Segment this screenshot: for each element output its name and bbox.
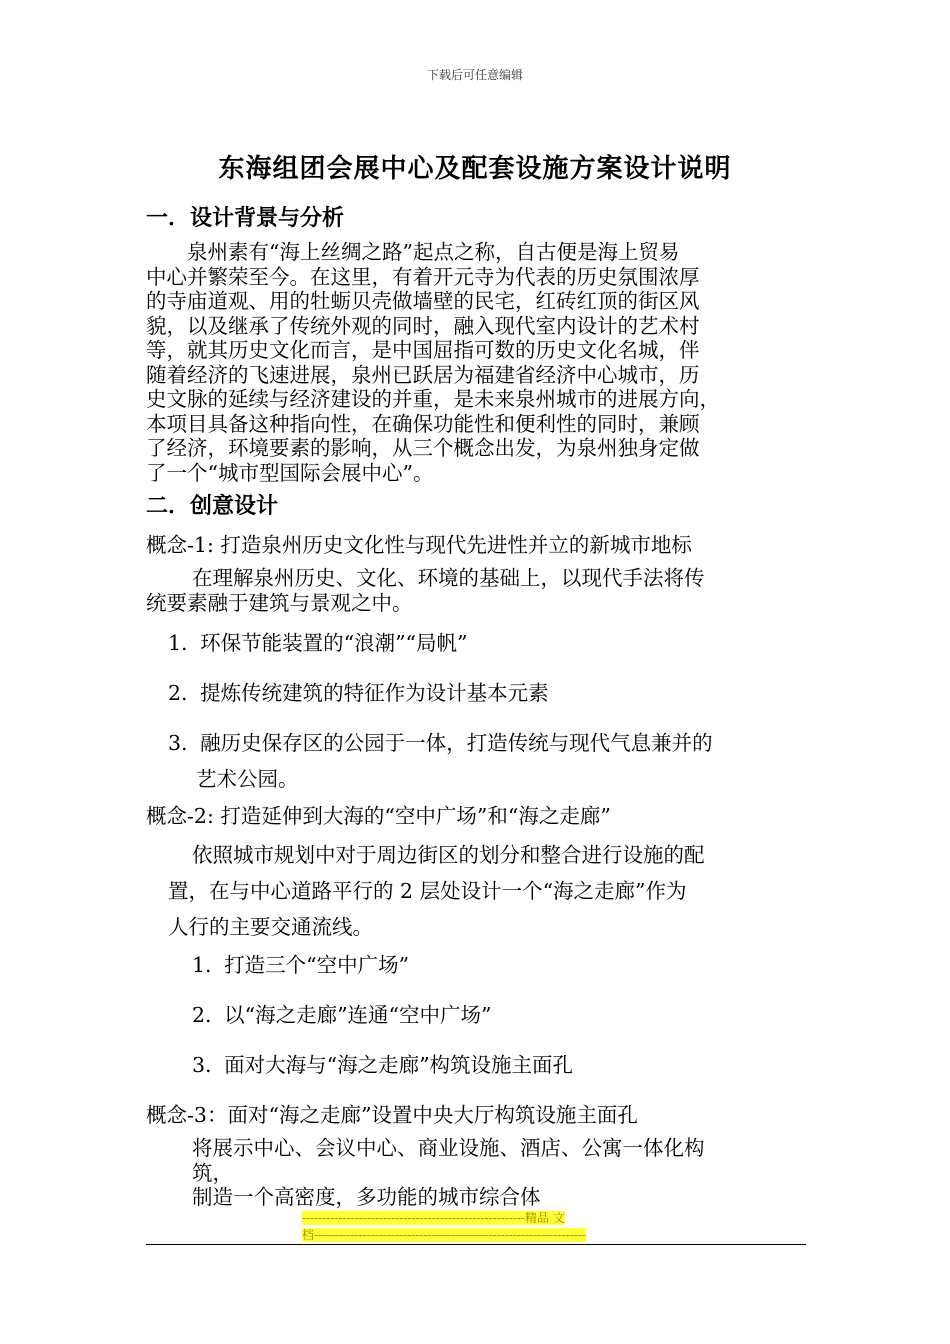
item-text: 环保节能装置的“浪潮”“局帆” [200, 631, 468, 655]
concept-1-intro [146, 566, 807, 615]
paragraph-line: 本项目具备这种指向性，在确保功能性和便利性的同时，兼顾 [146, 411, 700, 436]
header-note: 下载后可任意编辑 [426, 68, 523, 82]
item-number: 2. [168, 681, 188, 705]
body-line: 将展示中心、会议中心、商业设施、酒店、公寓一体化构 [192, 1136, 705, 1160]
body-line: 制造一个高密度，多功能的城市综合体 [192, 1185, 541, 1209]
item-text: 融历史保存区的公园于一体，打造传统与现代气息兼并的 [200, 731, 713, 755]
footer-highlight [302, 1210, 648, 1244]
item-number: 1. [192, 953, 212, 977]
paragraph-line: 中心并繁荣至今。在这里，有着开元寺为代表的历史氛围浓厚 [146, 264, 700, 289]
concept-2-intro-line: 依照城市规划中对于周边街区的划分和整合进行设施的配 [192, 843, 705, 867]
concept-2-item-1 [192, 948, 409, 978]
paragraph-line: 泉州素有“海上丝绸之路”起点之称，自古便是海上贸易 [146, 240, 680, 264]
concept-2-item-2 [192, 998, 492, 1028]
paragraph-line: 貌，以及继承了传统外观的同时，融入现代室内设计的艺术村 [146, 313, 700, 338]
concept-3-title: 概念-3：面对“海之走廊”设置中央大厅构筑设施主面孔 [146, 1103, 638, 1127]
item-number: 2. [192, 1003, 212, 1027]
paragraph-line: 的寺庙道观、用的牡蛎贝壳做墙壁的民宅，红砖红顶的街区风 [146, 289, 700, 313]
item-text: 提炼传统建筑的特征作为设计基本元素 [200, 681, 549, 705]
section-1-paragraph [146, 240, 811, 485]
concept-2-intro-line: 人行的主要交通流线。 [168, 915, 373, 939]
footer-line-1: -------------------------------------------------------精品 文 [302, 1211, 565, 1225]
item-text: 打造三个“空中广场” [224, 953, 410, 977]
item-text: 以“海之走廊”连通“空中广场” [224, 1003, 492, 1027]
concept-2-item-3 [192, 1048, 573, 1078]
section-2-heading: 二．创意设计 [146, 493, 279, 519]
section-1-heading: 一．设计背景与分析 [146, 205, 345, 231]
item-text: 面对大海与“海之走廊”构筑设施主面孔 [224, 1053, 574, 1077]
document-title: 东海组团会展中心及配套设施方案设计说明 [218, 154, 732, 184]
item-number: 1. [168, 631, 188, 655]
concept-3-body [192, 1136, 807, 1210]
item-number: 3. [168, 731, 188, 755]
concept-1-item-1 [168, 626, 468, 656]
intro-line: 在理解泉州历史、文化、环境的基础上，以现代手法将传 [192, 566, 705, 590]
concept-1-item-2 [168, 676, 549, 706]
paragraph-line: 等，就其历史文化而言，是中国屈指可数的历史文化名城，伴 [146, 338, 700, 362]
concept-2-title: 概念-2: 打造延伸到大海的“空中广场”和“海之走廊” [146, 804, 611, 828]
footer-line-2: 档------------------------------------------------------------------- [302, 1228, 586, 1242]
paragraph-line: 了经济，环境要素的影响，从三个概念出发，为泉州独身定做 [146, 436, 700, 460]
body-line: 筑， [192, 1160, 233, 1185]
paragraph-line: 随着经济的飞速进展，泉州已跃居为福建省经济中心城市，历 [146, 362, 700, 387]
concept-1-item-3-continuation: 艺术公园。 [196, 767, 299, 791]
item-number: 3. [192, 1053, 212, 1077]
concept-1-title: 概念-1: 打造泉州历史文化性与现代先进性并立的新城市地标 [146, 533, 692, 557]
concept-1-item-3 [168, 726, 713, 756]
paragraph-line: 史文脉的延续与经济建设的并重，是未来泉州城市的进展方向， [146, 387, 720, 411]
paragraph-line: 了一个“城市型国际会展中心”。 [146, 460, 434, 485]
concept-2-intro-line: 置，在与中心道路平行的 2 层处设计一个“海之走廊”作为 [168, 879, 687, 903]
footer-divider [146, 1244, 806, 1245]
intro-line: 统要素融于建筑与景观之中。 [146, 590, 413, 615]
